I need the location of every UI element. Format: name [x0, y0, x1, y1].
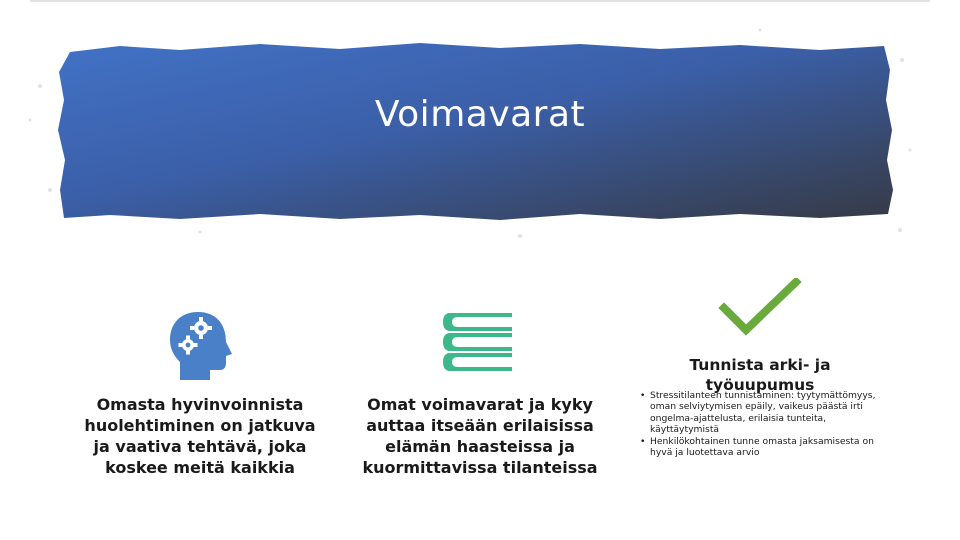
resources-text: Omat voimavarat ja kyky auttaa itseään erilaisissa elämän haasteissa ja kuormittavissa tilanteissa: [362, 395, 598, 477]
head-with-gears-icon: [168, 310, 234, 382]
checkmark-icon: [718, 278, 802, 338]
list-item: • Stressitilanteen tunnistaminen: tyytymättömyys, oman selviytymisen epäily, vaikeus päästä irti ongelma-ajattelusta, erilaisia tunteita, käyttäytymistä: [640, 390, 890, 436]
burnout-heading: Tunnista arki- ja työuupumus: [689, 356, 831, 394]
burnout-bullet-list: [640, 390, 890, 458]
list-item: • Henkilökohtainen tunne omasta jaksamisesta on hyvä ja luotettava arvio: [640, 436, 890, 459]
wellbeing-text: Omasta hyvinvoinnista huolehtiminen on jatkuva ja vaativa tehtävä, joka koskee meitä kaikkia: [84, 395, 316, 477]
stack-of-books-icon: [440, 311, 520, 375]
slide-title: Voimavarat: [374, 94, 586, 135]
